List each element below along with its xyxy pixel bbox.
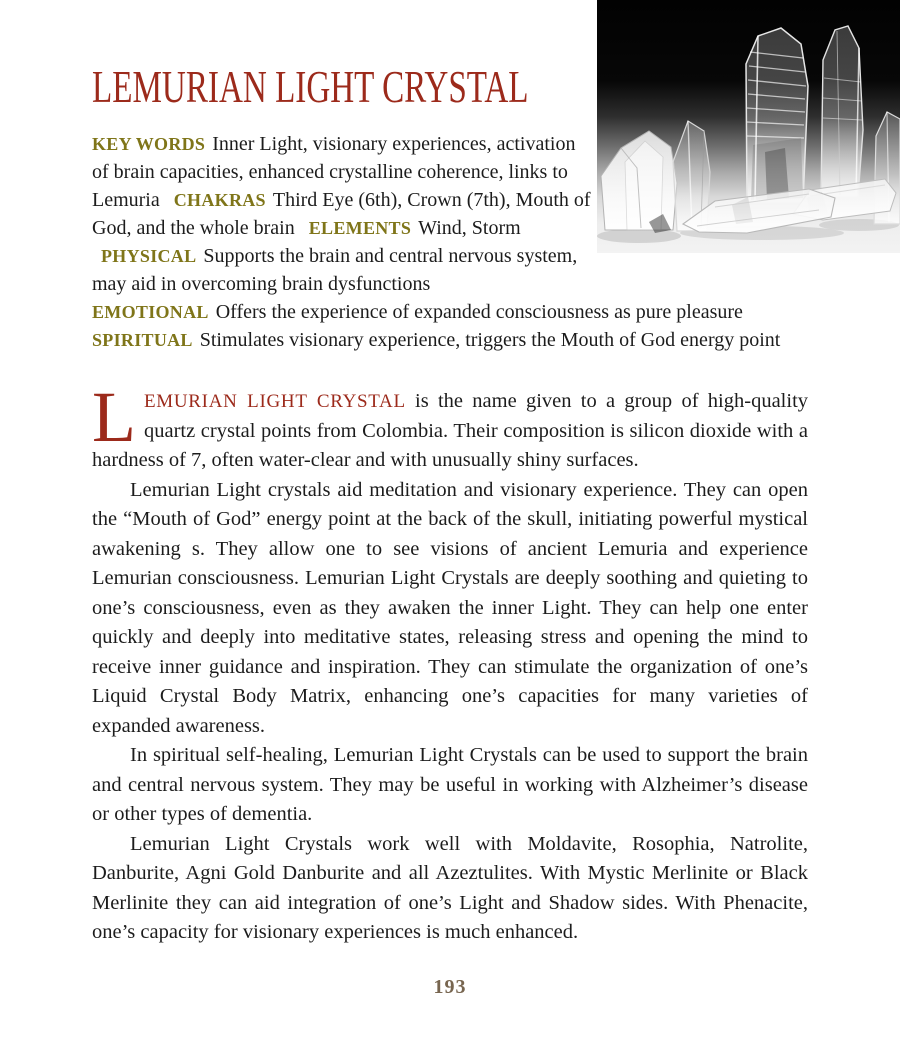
page-number: 193: [433, 975, 467, 998]
paragraph-4: Lemurian Light Crystals work well with Moldavite, Rosophia, Natrolite, Danburite, Agni Gold Danburite and all Azeztulites. With Mystic Merlinite or Black Merlinite they can aid integration of one’s Light and Shadow sides. With Phenacite, one’s capacity for visionary experiences is much enhanced.: [92, 832, 808, 943]
paragraph-1-text: is the name given to a group of high-quality quartz crystal points from Colombia. Their composition is silicon dioxide with a hardness of 7, often water-clear and with unusually shiny surfaces.: [92, 390, 809, 471]
lead-small-caps: EMURIAN LIGHT CRYSTAL: [143, 391, 406, 412]
page-title: LEMURIAN LIGHT CRYSTAL: [92, 61, 529, 112]
chakras-label: CHAKRAS: [173, 190, 266, 210]
paragraph-3: In spiritual self-healing, Lemurian Light Crystals can be used to support the brain and central nervous system. They may be useful in working with Alzheimer’s disease or other types of dementia.: [92, 744, 808, 825]
physical-label: PHYSICAL: [101, 246, 197, 266]
key-words-text: Inner Light, visionary experiences, activation of brain capacities, enhanced crystalline coherence, links to Lemuria: [92, 133, 576, 211]
body-text: [92, 377, 809, 948]
physical-text: Supports the brain and central nervous system, may aid in overcoming brain dysfunctions: [92, 245, 578, 295]
photo-wrap-spacer: [597, 130, 808, 253]
elements-text: Wind, Storm: [418, 217, 521, 239]
emotional-text: Offers the experience of expanded consciousness as pure pleasure: [215, 301, 743, 323]
elements-label: ELEMENTS: [308, 218, 412, 238]
paragraph-2: Lemurian Light crystals aid meditation and visionary experience. They can open the “Mouth of God” energy point at the back of the skull, initiating powerful mystical awakening s. They allow one to see visions of ancient Lemuria and experience Lemurian consciousness. Lemurian Light Crystals are deeply soothing and quieting to one’s consciousness, even as they awaken the inner Light. They can help one enter quickly and deeply into meditative states, releasing stress and opening the mind to receive inner guidance and inspiration. They can stimulate the organization of one’s Liquid Crystal Body Matrix, enhancing one’s capacities for many varieties of expanded awareness.: [92, 478, 808, 737]
text-column: [92, 0, 808, 999]
chakras-text: Third Eye (6th), Crown (7th), Mouth of God, and the whole brain: [92, 189, 591, 239]
key-words-label: KEY WORDS: [92, 134, 206, 154]
spiritual-label: SPIRITUAL: [92, 330, 193, 350]
emotional-label: EMOTIONAL: [92, 302, 209, 322]
spiritual-text: Stimulates visionary experience, triggers the Mouth of God energy point: [199, 329, 781, 351]
drop-cap: L: [92, 377, 136, 457]
paragraph-1: [92, 377, 809, 476]
